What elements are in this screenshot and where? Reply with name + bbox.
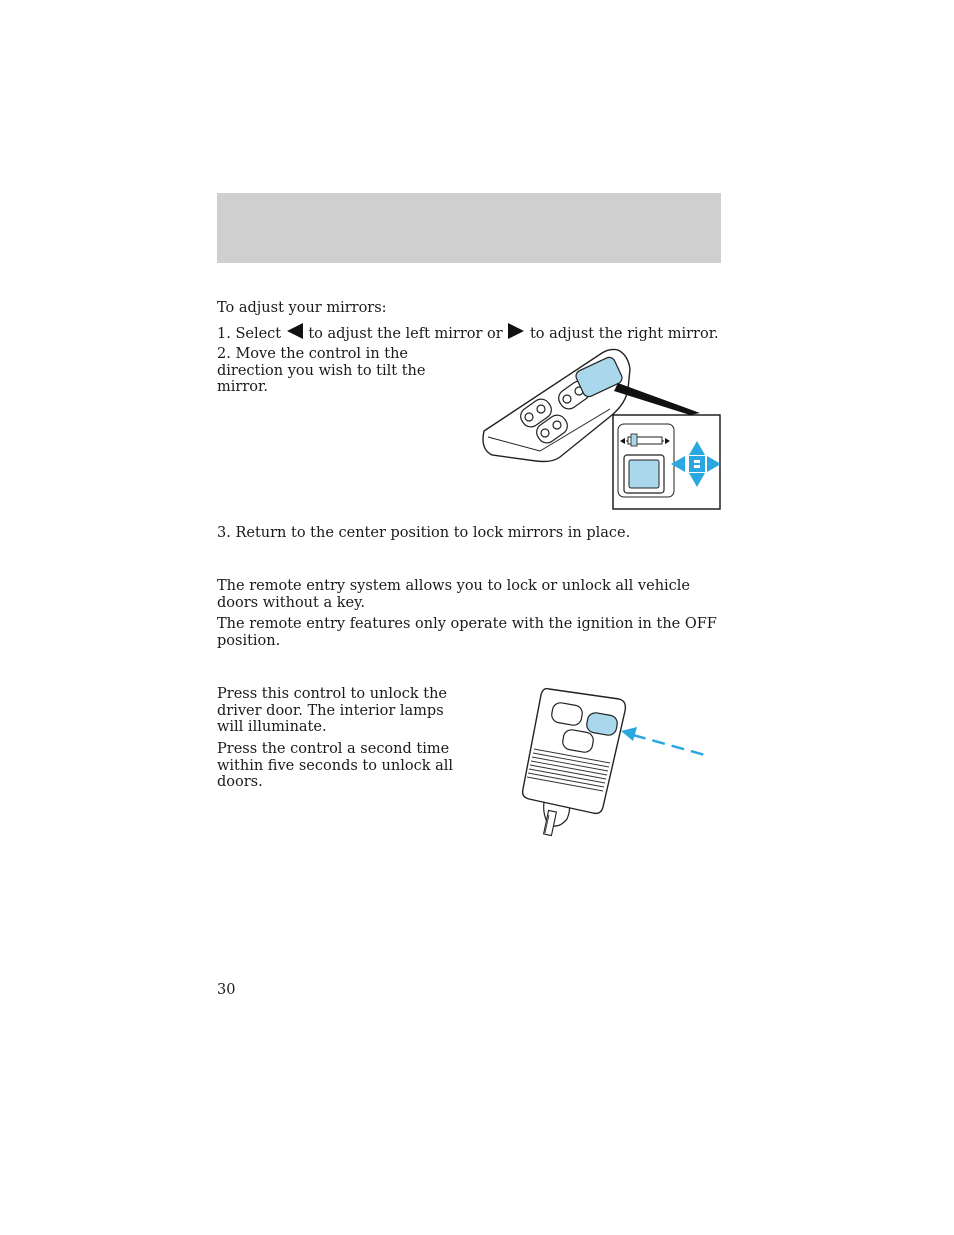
key-fob-illustration: [515, 685, 715, 840]
mirror-control-illustration: [478, 345, 724, 513]
right-triangle-icon: [507, 323, 525, 339]
mirrors-step-1: [217, 323, 719, 343]
remote-entry-paragraph-2: The remote entry features only operate with the ignition in the OFF position.: [217, 616, 717, 649]
unlock-paragraph-2: Press the control a second time within five seconds to unlock all doors.: [217, 741, 454, 790]
page-number: 30: [217, 982, 236, 998]
left-triangle-icon: [286, 323, 304, 339]
mirrors-step-2: 2. Move the control in the direction you wish to tilt the mirror.: [217, 346, 426, 395]
unlock-paragraph-1: Press this control to unlock the driver door. The interior lamps will illuminate.: [217, 686, 448, 735]
section-header-bar: [217, 193, 721, 263]
mirrors-step-3: 3. Return to the center position to lock mirrors in place.: [217, 525, 631, 541]
step1-text-c: to adjust the right mirror.: [529, 326, 719, 342]
step1-text-a: 1. Select: [217, 326, 282, 342]
mirrors-intro: To adjust your mirrors:: [217, 300, 387, 316]
step1-text-b: to adjust the left mirror or: [308, 326, 503, 342]
remote-entry-paragraph-1: The remote entry system allows you to lock or unlock all vehicle doors without a key.: [217, 578, 691, 611]
